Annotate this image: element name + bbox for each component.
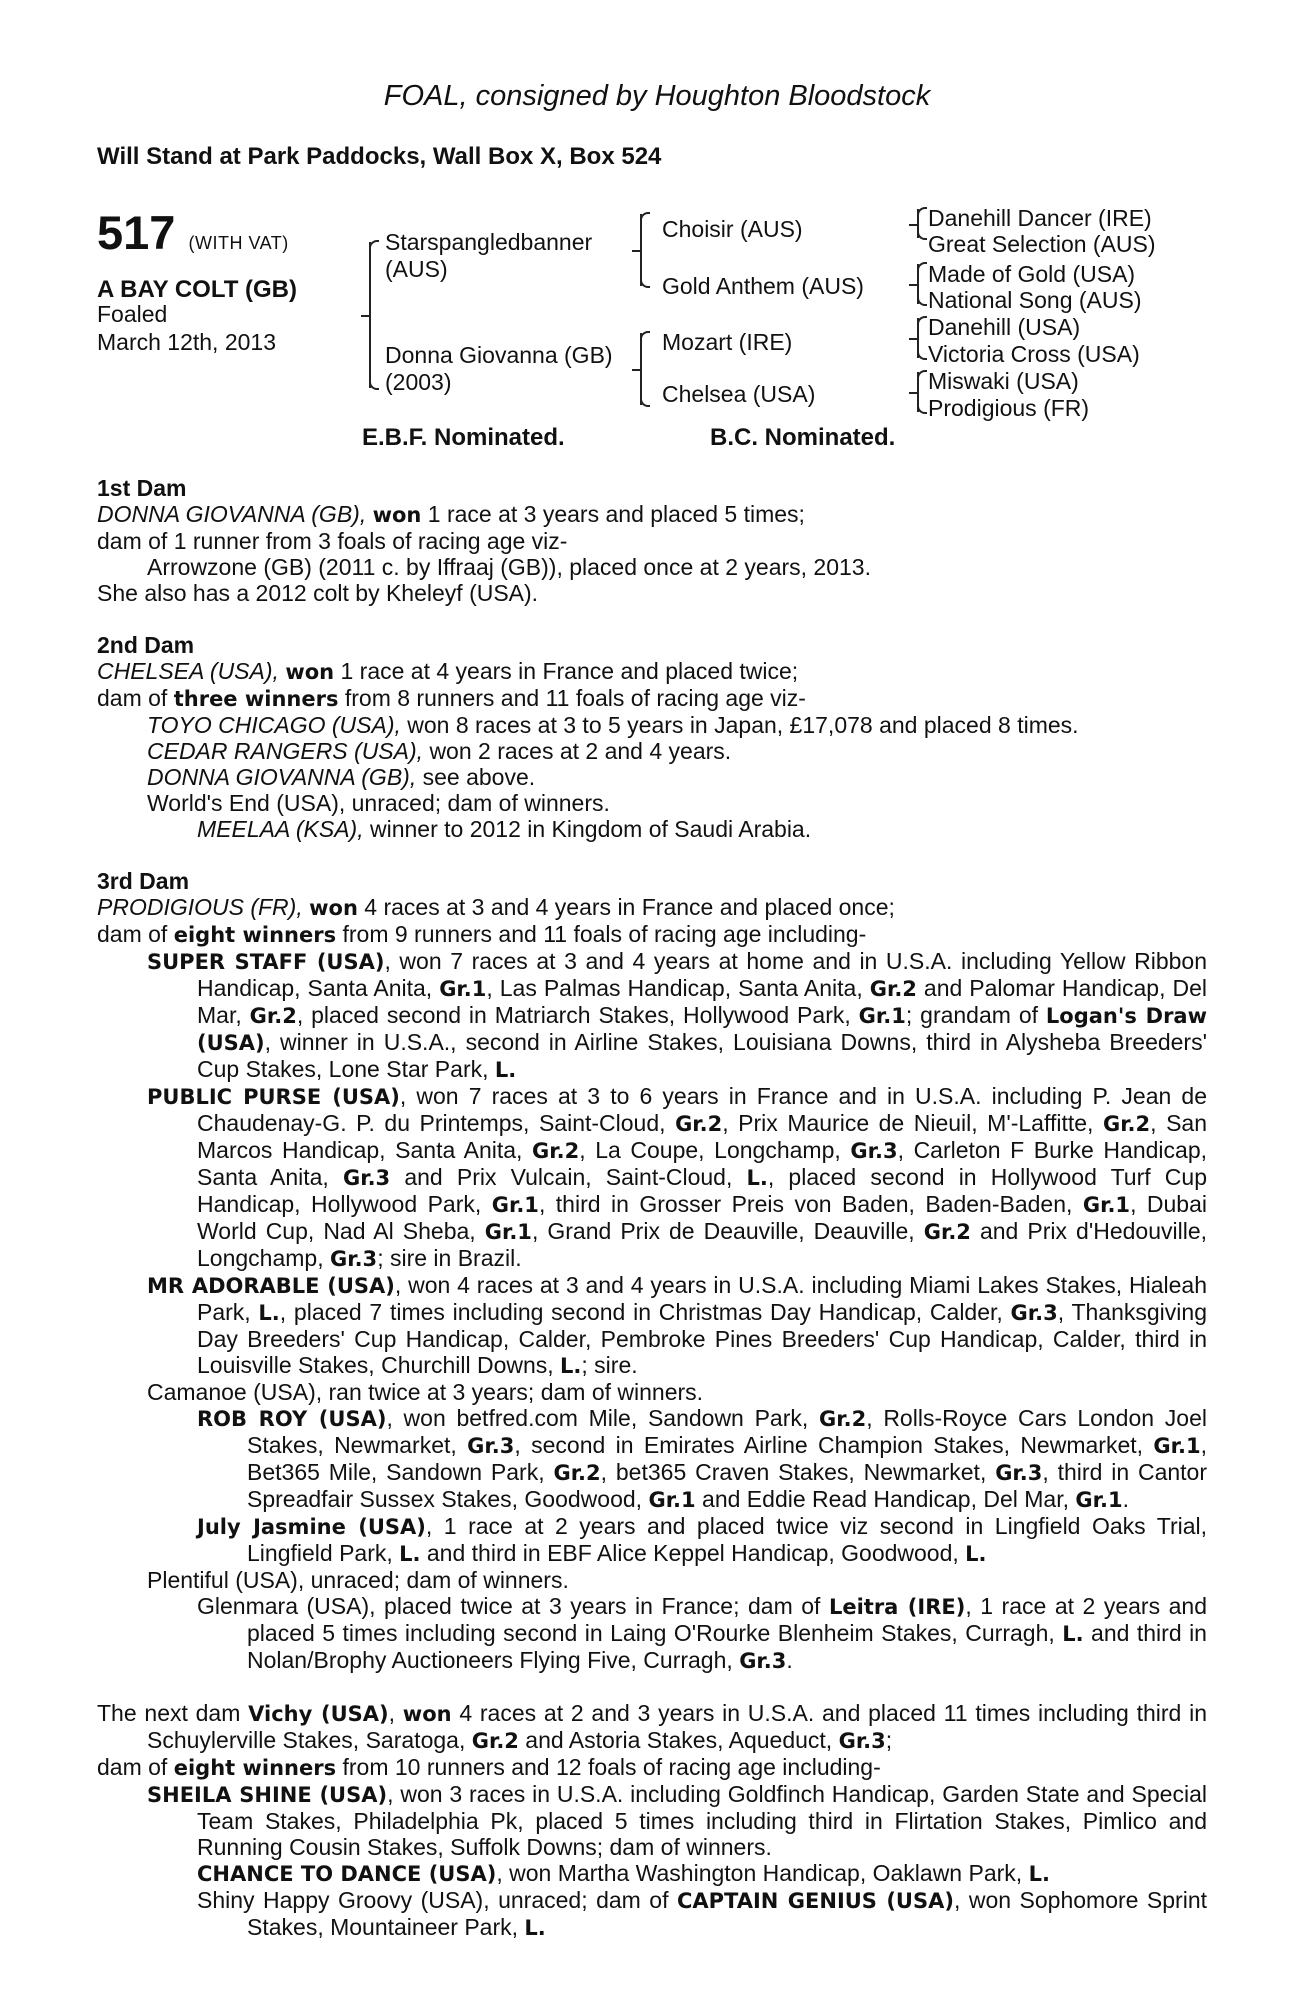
foaled-date: March 12th, 2013 xyxy=(97,329,277,355)
grade: Gr.3 xyxy=(995,1461,1043,1485)
grade: Gr.3 xyxy=(1010,1301,1058,1325)
text: , won 7 races at 3 and 4 years at home and in U.S.A. including Yellow Ribbon Handicap, Santa Anita, xyxy=(197,948,1208,1001)
grade: Gr.2 xyxy=(553,1461,601,1485)
grade: Gr.3 xyxy=(329,1247,378,1271)
text: won 2 races at 2 and 4 years. xyxy=(429,738,732,764)
dam-dam-sire: Miswaki (USA) xyxy=(928,368,1079,394)
horse-name: MEELAA (KSA), xyxy=(197,816,364,842)
grade: Gr.1 xyxy=(1075,1488,1123,1512)
grade: Gr.1 xyxy=(858,1004,906,1028)
vat-label: (WITH VAT) xyxy=(188,233,289,253)
grade: L. xyxy=(560,1354,582,1378)
text: , Grand Prix de Deauville, Deauville, xyxy=(531,1218,924,1244)
text: and Astoria Stakes, Aqueduct, xyxy=(518,1727,839,1753)
dam-dam-dam: Prodigious (FR) xyxy=(928,395,1090,421)
pedigree-brace-ds xyxy=(917,318,919,358)
text: , 1 race at 2 years and placed 5 times including second in Laing O'Rourke Blenheim Stakes, Curragh, xyxy=(247,1593,1207,1646)
second-dam-produce xyxy=(97,685,1207,712)
chance-to-dance-entry xyxy=(97,1860,1207,1887)
text: , third in Grosser Preis von Baden, Baden-Baden, xyxy=(538,1191,1083,1217)
bc-nomination: B.C. Nominated. xyxy=(710,424,896,451)
glenmara-entry xyxy=(97,1593,1207,1674)
text: , third in Cantor Spreadfair Sussex Stakes, Goodwood, xyxy=(247,1459,1208,1512)
grade: Gr.1 xyxy=(491,1193,539,1217)
grade: Gr.1 xyxy=(439,977,487,1001)
first-dam-note: She also has a 2012 colt by Kheleyf (USA). xyxy=(97,580,539,606)
text: , La Coupe, Longchamp, xyxy=(579,1137,851,1163)
third-dam-produce xyxy=(97,921,1207,948)
dam-sire-dam: Victoria Cross (USA) xyxy=(928,341,1140,367)
grade: Gr.3 xyxy=(342,1166,391,1190)
grade: Gr.3 xyxy=(467,1434,515,1458)
winners-count: three winners xyxy=(173,687,339,711)
text: , won 3 races in U.S.A. including Goldfinch Handicap, Garden State and Special Team Stakes, Philadelphia Pk, placed 5 times including third in Flirtation Stakes, Pimlico and Running Cousin Stakes, Suffolk Downs; dam of winners. xyxy=(197,1781,1207,1860)
text: , Carleton F Burke Handicap, Santa Anita, xyxy=(197,1137,1208,1190)
dam-year: (2003) xyxy=(385,369,452,395)
grade: L. xyxy=(746,1166,768,1190)
text: , Bet365 Mile, Sandown Park, xyxy=(247,1432,1207,1485)
text: , won 4 races at 3 and 4 years in U.S.A. including Miami Lakes Stakes, Hialeah Park, xyxy=(197,1272,1207,1325)
first-dam-line xyxy=(97,501,1207,528)
text: winner to 2012 in Kingdom of Saudi Arabia. xyxy=(369,816,812,842)
horse-name: Leitra (IRE) xyxy=(828,1595,966,1619)
lot-description: A BAY COLT (GB) xyxy=(97,276,298,303)
text: dam of xyxy=(97,921,168,947)
grade: L. xyxy=(399,1542,421,1566)
text: , won Sophomore Sprint Stakes, Mountaineer Park, xyxy=(247,1887,1207,1940)
text: , Rolls-Royce Cars London Joel Stakes, Newmarket, xyxy=(247,1405,1207,1458)
sire-dam-dam: National Song (AUS) xyxy=(928,287,1142,313)
text: dam of xyxy=(97,685,168,711)
text: , won Martha Washington Handicap, Oaklawn Park, xyxy=(496,1860,1029,1886)
dam-name-italic: DONNA GIOVANNA (GB), xyxy=(97,501,367,527)
pedigree-brace-dd xyxy=(917,372,919,412)
text: , won 7 races at 3 to 6 years in France and in U.S.A. including P. Jean de Chaudenay-G. P. du Printemps, Saint-Cloud, xyxy=(197,1083,1208,1136)
race-record: 1 race at 4 years in France and placed twice; xyxy=(340,658,799,684)
sire-sire-dam: Great Selection (AUS) xyxy=(928,231,1156,257)
lot-number xyxy=(97,205,289,260)
grade: Gr.2 xyxy=(819,1407,867,1431)
second-dam-heading: 2nd Dam xyxy=(97,632,195,658)
camanoe-entry: Camanoe (USA), ran twice at 3 years; dam of winners. xyxy=(147,1379,704,1405)
grade: Gr.1 xyxy=(484,1220,532,1244)
grade: Gr.1 xyxy=(1153,1434,1201,1458)
sire-sire: Choisir (AUS) xyxy=(662,216,803,242)
text: , bet365 Craven Stakes, Newmarket, xyxy=(600,1459,996,1485)
text: , San Marcos Handicap, Santa Anita, xyxy=(197,1110,1207,1163)
grade: Gr.2 xyxy=(869,977,917,1001)
pedigree-brace-dam xyxy=(640,333,642,405)
grade: L. xyxy=(258,1301,280,1325)
horse-name: Logan's Draw (USA) xyxy=(197,1004,1207,1055)
text: Shiny Happy Groovy (USA), unraced; dam of xyxy=(197,1887,677,1913)
horse-name: ROB ROY (USA) xyxy=(197,1407,387,1431)
second-dam-foal: World's End (USA), unraced; dam of winners. xyxy=(147,790,610,816)
grade: Gr.2 xyxy=(532,1139,580,1163)
text: . xyxy=(786,1647,793,1673)
text: , Dubai World Cup, Nad Al Sheba, xyxy=(197,1191,1208,1244)
text: from 9 runners and 11 foals of racing age including- xyxy=(342,921,867,947)
grade: L. xyxy=(1062,1622,1084,1646)
horse-name: CAPTAIN GENIUS (USA) xyxy=(676,1889,954,1913)
dam-name-italic: PRODIGIOUS (FR), xyxy=(97,894,303,920)
second-dam-grandfoal xyxy=(97,816,1207,842)
grade: Gr.2 xyxy=(249,1004,297,1028)
next-dam-line xyxy=(97,1700,1207,1754)
next-dam-produce xyxy=(97,1754,1207,1781)
text: and third in Nolan/Brophy Auctioneers Flying Five, Curragh, xyxy=(247,1620,1207,1673)
text: ; sire. xyxy=(581,1352,638,1378)
lot-number-value: 517 xyxy=(97,206,176,259)
public-purse-entry xyxy=(97,1083,1207,1272)
text: The next dam xyxy=(97,1700,249,1726)
second-dam-foal xyxy=(97,712,1207,738)
text: and third in EBF Alice Keppel Handicap, Goodwood, xyxy=(420,1540,966,1566)
text: , 1 race at 2 years and placed twice viz second in Lingfield Oaks Trial, Lingfield Park, xyxy=(247,1513,1208,1566)
text: , placed second in Matriarch Stakes, Hollywood Park, xyxy=(296,1002,859,1028)
super-staff-entry xyxy=(97,948,1207,1083)
horse-name: Vichy (USA) xyxy=(248,1702,389,1726)
text: dam of xyxy=(97,1754,174,1780)
text: , Prix Maurice de Nieuil, M'-Laffitte, xyxy=(722,1110,1103,1136)
shiny-happy-groovy-entry xyxy=(97,1887,1207,1941)
sheila-shine-entry xyxy=(97,1781,1207,1860)
text: , xyxy=(388,1700,403,1726)
text: and Prix d'Hedouville, Longchamp, xyxy=(197,1218,1208,1271)
winners-count: eight winners xyxy=(173,923,337,947)
text: ; grandam of xyxy=(905,1002,1046,1028)
stand-location: Will Stand at Park Paddocks, Wall Box X, Box 524 xyxy=(97,143,662,170)
rob-roy-entry xyxy=(97,1405,1207,1513)
text: from 10 runners and 12 foals of racing age including- xyxy=(336,1754,881,1780)
grade: Gr.2 xyxy=(471,1729,519,1753)
text: ; xyxy=(885,1727,893,1753)
grade: Gr.1 xyxy=(648,1488,696,1512)
grade: L. xyxy=(494,1058,517,1082)
dam-dam: Chelsea (USA) xyxy=(662,381,816,407)
pedigree-brace-sire xyxy=(640,214,642,286)
second-dam-foal xyxy=(97,764,1207,790)
horse-name: SHEILA SHINE (USA) xyxy=(147,1783,388,1807)
horse-name: July Jasmine (USA) xyxy=(197,1515,426,1539)
horse-name: CEDAR RANGERS (USA), xyxy=(147,738,424,764)
text: . xyxy=(1122,1486,1129,1512)
sire-sire-sire: Danehill Dancer (IRE) xyxy=(928,205,1152,231)
won-label: won xyxy=(309,896,358,920)
won-label: won xyxy=(402,1702,452,1726)
text: , won betfred.com Mile, Sandown Park, xyxy=(386,1405,819,1431)
text: see above. xyxy=(422,764,536,790)
text: , second in Emirates Airline Champion Stakes, Newmarket, xyxy=(514,1432,1154,1458)
july-jasmine-entry xyxy=(97,1513,1207,1567)
dam-name-italic: CHELSEA (USA), xyxy=(97,658,279,684)
text: Glenmara (USA), placed twice at 3 years in France; dam of xyxy=(197,1593,829,1619)
sire-name: Starspangledbanner xyxy=(385,229,593,255)
second-dam-foal xyxy=(97,738,1207,764)
horse-name: PUBLIC PURSE (USA) xyxy=(147,1085,400,1109)
grade: L. xyxy=(965,1542,987,1566)
first-dam-produce: dam of 1 runner from 3 foals of racing age viz- xyxy=(97,528,568,554)
race-record: 1 race at 3 years and placed 5 times; xyxy=(427,501,805,527)
second-dam-line xyxy=(97,658,1207,685)
horse-name: TOYO CHICAGO (USA), xyxy=(147,712,401,738)
grade: Gr.3 xyxy=(850,1139,898,1163)
text: , placed 7 times including second in Christmas Day Handicap, Calder, xyxy=(279,1299,1011,1325)
mr-adorable-entry xyxy=(97,1272,1207,1379)
text: and Eddie Read Handicap, Del Mar, xyxy=(695,1486,1076,1512)
sire-country: (AUS) xyxy=(385,256,448,282)
won-label: won xyxy=(372,503,422,527)
horse-name: DONNA GIOVANNA (GB), xyxy=(147,764,417,790)
text: , placed second in Hollywood Turf Cup Handicap, Hollywood Park, xyxy=(197,1164,1207,1217)
text: , winner in U.S.A., second in Airline Stakes, Louisiana Downs, third in Alysheba Breeders' Cup Stakes, Lone Star Park, xyxy=(197,1029,1207,1082)
third-dam-line xyxy=(97,894,1207,921)
grade: L. xyxy=(1028,1862,1050,1886)
text: , Las Palmas Handicap, Santa Anita, xyxy=(486,975,870,1001)
text: from 8 runners and 11 foals of racing age viz- xyxy=(344,685,806,711)
grade: Gr.2 xyxy=(1102,1112,1151,1136)
first-dam-foal: Arrowzone (GB) (2011 c. by Iffraaj (GB)), placed once at 2 years, 2013. xyxy=(147,554,871,580)
text: and Palomar Handicap, Del Mar, xyxy=(197,975,1207,1028)
text: won 8 races at 3 to 5 years in Japan, £17,078 and placed 8 times. xyxy=(407,712,1079,738)
grade: Gr.1 xyxy=(1082,1193,1131,1217)
third-dam-heading: 3rd Dam xyxy=(97,868,190,894)
race-record: 4 races at 3 and 4 years in France and placed once; xyxy=(364,894,895,920)
plentiful-entry: Plentiful (USA), unraced; dam of winners. xyxy=(147,1567,569,1593)
grade: L. xyxy=(524,1916,546,1940)
text: ; sire in Brazil. xyxy=(377,1245,522,1271)
text: , Thanksgiving Day Breeders' Cup Handicap, Calder, Pembroke Pines Breeders' Cup Handicap, Calder, third in Louisville Stakes, Churchill Downs, xyxy=(197,1299,1207,1378)
dam-sire-sire: Danehill (USA) xyxy=(928,314,1081,340)
horse-name: MR ADORABLE (USA) xyxy=(147,1274,395,1298)
grade: Gr.2 xyxy=(675,1112,723,1136)
foaled-label: Foaled xyxy=(97,301,168,327)
pedigree-brace-sd xyxy=(917,264,919,304)
catalogue-body xyxy=(97,475,1207,1941)
sire-dam-sire: Made of Gold (USA) xyxy=(928,261,1136,287)
dam-sire: Mozart (IRE) xyxy=(662,329,793,355)
horse-name: CHANCE TO DANCE (USA) xyxy=(197,1862,497,1886)
grade: Gr.2 xyxy=(923,1220,971,1244)
winners-count: eight winners xyxy=(173,1756,337,1780)
pedigree-brace-main xyxy=(369,242,371,388)
catalogue-title: FOAL, consigned by Houghton Bloodstock xyxy=(383,80,931,112)
horse-name: SUPER STAFF (USA) xyxy=(147,950,385,974)
sire-dam: Gold Anthem (AUS) xyxy=(662,273,864,299)
text: and Prix Vulcain, Saint-Cloud, xyxy=(390,1164,747,1190)
won-label: won xyxy=(285,660,335,684)
ebf-nomination: E.B.F. Nominated. xyxy=(362,424,565,451)
first-dam-heading: 1st Dam xyxy=(97,475,187,501)
dam-name: Donna Giovanna (GB) xyxy=(385,342,613,368)
grade: Gr.3 xyxy=(739,1649,787,1673)
pedigree-brace-ss xyxy=(917,209,919,238)
grade: Gr.3 xyxy=(838,1729,886,1753)
text: 4 races at 2 and 3 years in U.S.A. and placed 11 times including third in Schuylerville Stakes, Saratoga, xyxy=(147,1700,1207,1753)
